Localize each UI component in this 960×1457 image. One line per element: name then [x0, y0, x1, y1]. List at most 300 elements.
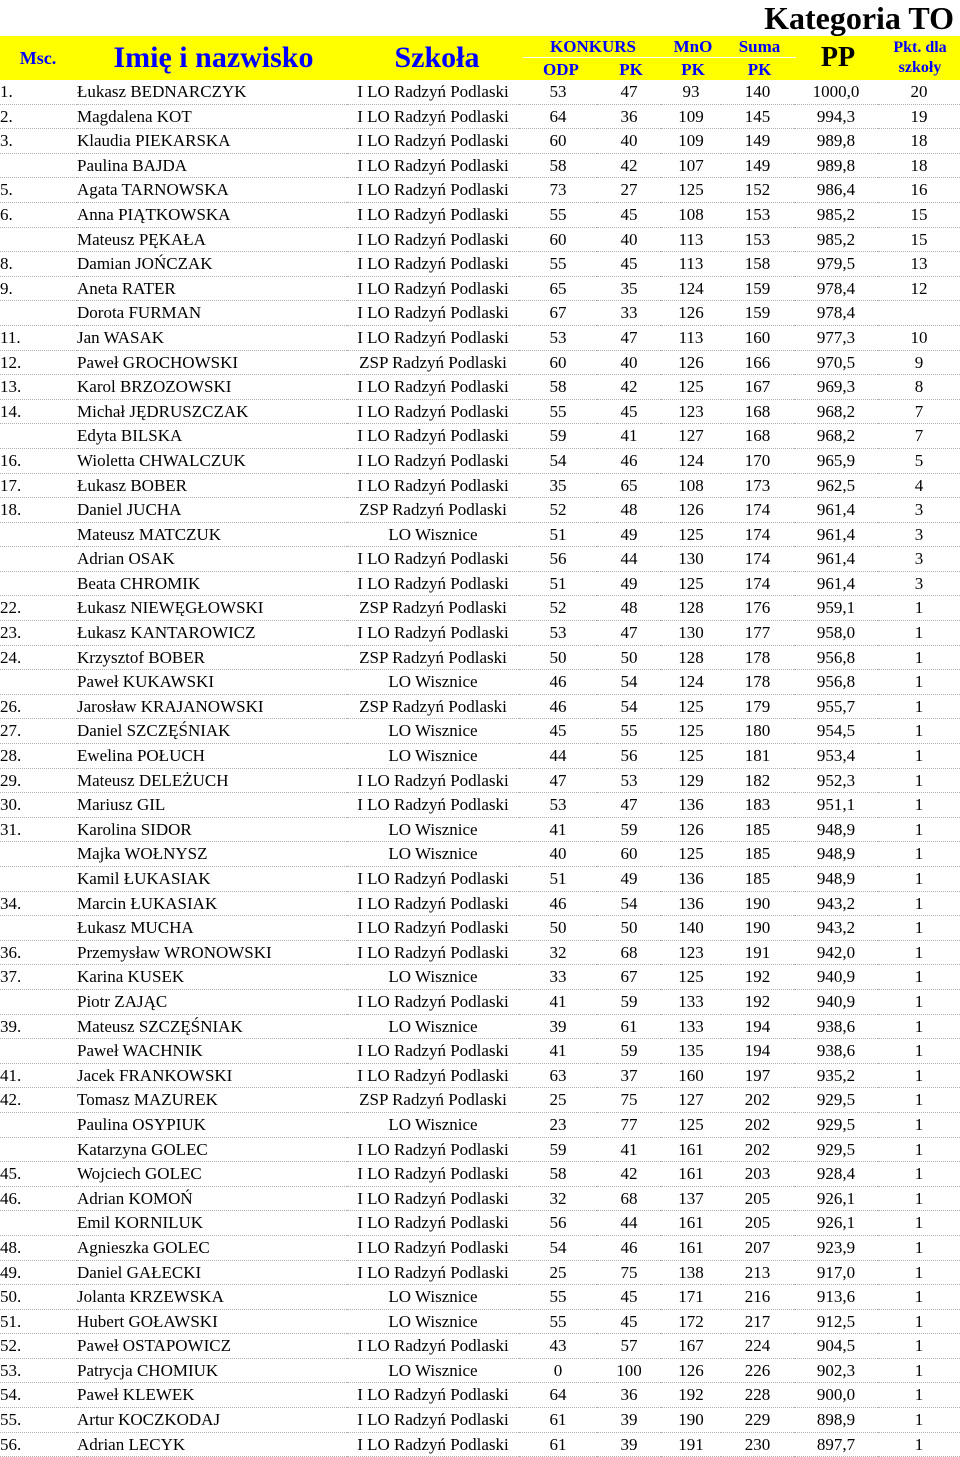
mno-cell: 113: [661, 325, 721, 350]
suma-cell: 229: [721, 1408, 794, 1433]
suma-cell: 191: [721, 940, 794, 965]
table-row: [0, 1358, 960, 1383]
pp-cell: 938,6: [794, 1014, 878, 1039]
page-title: Kategoria TO: [764, 0, 954, 36]
odp-cell: 64: [519, 104, 597, 129]
rank-cell: 55.: [0, 1408, 77, 1433]
school-cell: LO Wisznice: [347, 842, 519, 867]
suma-cell: 190: [721, 891, 794, 916]
odp-cell: 55: [519, 202, 597, 227]
pp-cell: 968,2: [794, 399, 878, 424]
odp-cell: 73: [519, 178, 597, 203]
mno-cell: 128: [661, 596, 721, 621]
rank-cell: [0, 1137, 77, 1162]
school-cell: ZSP Radzyń Podlaski: [347, 596, 519, 621]
mno-cell: 135: [661, 1039, 721, 1064]
school-points-cell: 3: [878, 498, 960, 523]
rank-cell: [0, 1039, 77, 1064]
school-points-cell: 18: [878, 153, 960, 178]
rank-cell: 51.: [0, 1309, 77, 1334]
odp-cell: 53: [519, 793, 597, 818]
suma-cell: 145: [721, 104, 794, 129]
school-cell: I LO Radzyń Podlaski: [347, 1334, 519, 1359]
rank-cell: 26.: [0, 694, 77, 719]
suma-cell: 168: [721, 424, 794, 449]
mno-cell: 126: [661, 1358, 721, 1383]
pk-cell: 54: [597, 891, 661, 916]
school-points-cell: 1: [878, 1408, 960, 1433]
suma-cell: 153: [721, 227, 794, 252]
pk-cell: 49: [597, 867, 661, 892]
pp-cell: 928,4: [794, 1162, 878, 1187]
school-points-cell: 1: [878, 1432, 960, 1457]
name-cell: Adrian KOMOŃ: [77, 1186, 347, 1211]
odp-cell: 51: [519, 867, 597, 892]
pp-cell: 962,5: [794, 473, 878, 498]
school-cell: I LO Radzyń Podlaski: [347, 621, 519, 646]
pk-cell: 59: [597, 1039, 661, 1064]
rank-cell: [0, 842, 77, 867]
school-cell: I LO Radzyń Podlaski: [347, 1211, 519, 1236]
suma-cell: 174: [721, 522, 794, 547]
mno-cell: 130: [661, 547, 721, 572]
mno-cell: 125: [661, 375, 721, 400]
school-cell: I LO Radzyń Podlaski: [347, 989, 519, 1014]
school-cell: LO Wisznice: [347, 1358, 519, 1383]
rank-cell: 13.: [0, 375, 77, 400]
school-points-cell: 12: [878, 276, 960, 301]
table-row: [0, 891, 960, 916]
name-cell: Daniel GAŁECKI: [77, 1260, 347, 1285]
name-cell: Mateusz DELEŻUCH: [77, 768, 347, 793]
pk-cell: 27: [597, 178, 661, 203]
pp-cell: 978,4: [794, 276, 878, 301]
pk-cell: 59: [597, 817, 661, 842]
table-row: [0, 768, 960, 793]
mno-cell: 124: [661, 448, 721, 473]
pp-cell: 923,9: [794, 1235, 878, 1260]
name-cell: Paweł OSTAPOWICZ: [77, 1334, 347, 1359]
odp-cell: 44: [519, 744, 597, 769]
pp-cell: 978,4: [794, 301, 878, 326]
pp-cell: 898,9: [794, 1408, 878, 1433]
suma-cell: 230: [721, 1432, 794, 1457]
name-cell: Emil KORNILUK: [77, 1211, 347, 1236]
name-cell: Jarosław KRAJANOWSKI: [77, 694, 347, 719]
name-cell: Damian JOŃCZAK: [77, 252, 347, 277]
pk-cell: 42: [597, 153, 661, 178]
pp-cell: 985,2: [794, 202, 878, 227]
odp-cell: 61: [519, 1408, 597, 1433]
name-cell: Paweł KLEWEK: [77, 1383, 347, 1408]
school-points-cell: 5: [878, 448, 960, 473]
mno-cell: 133: [661, 989, 721, 1014]
table-row: [0, 1211, 960, 1236]
mno-cell: 136: [661, 891, 721, 916]
table-row: [0, 473, 960, 498]
school-cell: I LO Radzyń Podlaski: [347, 1408, 519, 1433]
mno-cell: 136: [661, 793, 721, 818]
school-points-cell: 1: [878, 670, 960, 695]
rank-cell: 49.: [0, 1260, 77, 1285]
rank-cell: 27.: [0, 719, 77, 744]
school-cell: ZSP Radzyń Podlaski: [347, 1088, 519, 1113]
school-cell: LO Wisznice: [347, 1014, 519, 1039]
table-row: [0, 596, 960, 621]
school-points-cell: 1: [878, 891, 960, 916]
odp-cell: 25: [519, 1260, 597, 1285]
odp-cell: 58: [519, 1162, 597, 1187]
pp-cell: 948,9: [794, 842, 878, 867]
pk-cell: 33: [597, 301, 661, 326]
pp-cell: 929,5: [794, 1088, 878, 1113]
pk-cell: 39: [597, 1408, 661, 1433]
rank-cell: 36.: [0, 940, 77, 965]
pk-cell: 59: [597, 989, 661, 1014]
table-row: [0, 1137, 960, 1162]
name-cell: Przemysław WRONOWSKI: [77, 940, 347, 965]
table-row: [0, 621, 960, 646]
suma-cell: 182: [721, 768, 794, 793]
mno-cell: 191: [661, 1432, 721, 1457]
school-points-cell: [878, 301, 960, 326]
pk-cell: 54: [597, 694, 661, 719]
rank-cell: [0, 424, 77, 449]
table-row: [0, 1260, 960, 1285]
odp-cell: 64: [519, 1383, 597, 1408]
suma-cell: 177: [721, 621, 794, 646]
header-name: Imię i nazwisko: [76, 36, 351, 80]
school-points-cell: 1: [878, 1285, 960, 1310]
pk-cell: 47: [597, 621, 661, 646]
school-points-cell: 18: [878, 129, 960, 154]
header-mno: MnO: [663, 36, 723, 57]
mno-cell: 108: [661, 473, 721, 498]
pk-cell: 46: [597, 448, 661, 473]
school-points-cell: 1: [878, 867, 960, 892]
odp-cell: 23: [519, 1112, 597, 1137]
mno-cell: 124: [661, 276, 721, 301]
name-cell: Paulina OSYPIUK: [77, 1112, 347, 1137]
pk-cell: 44: [597, 547, 661, 572]
rank-cell: [0, 301, 77, 326]
odp-cell: 41: [519, 989, 597, 1014]
school-cell: I LO Radzyń Podlaski: [347, 1039, 519, 1064]
rank-cell: [0, 522, 77, 547]
pk-cell: 44: [597, 1211, 661, 1236]
odp-cell: 58: [519, 153, 597, 178]
table-row: [0, 842, 960, 867]
pp-cell: 902,3: [794, 1358, 878, 1383]
rank-cell: 56.: [0, 1432, 77, 1457]
rank-cell: [0, 989, 77, 1014]
pk-cell: 37: [597, 1063, 661, 1088]
odp-cell: 52: [519, 596, 597, 621]
mno-cell: 125: [661, 178, 721, 203]
name-cell: Anna PIĄTKOWSKA: [77, 202, 347, 227]
school-cell: ZSP Radzyń Podlaski: [347, 645, 519, 670]
table-row: [0, 1432, 960, 1457]
pp-cell: 965,9: [794, 448, 878, 473]
pk-cell: 41: [597, 424, 661, 449]
name-cell: Jan WASAK: [77, 325, 347, 350]
suma-cell: 179: [721, 694, 794, 719]
mno-cell: 167: [661, 1334, 721, 1359]
school-points-cell: 7: [878, 399, 960, 424]
mno-cell: 127: [661, 1088, 721, 1113]
rank-cell: 24.: [0, 645, 77, 670]
pk-cell: 36: [597, 1383, 661, 1408]
mno-cell: 127: [661, 424, 721, 449]
name-cell: Dorota FURMAN: [77, 301, 347, 326]
name-cell: Artur KOCZKODAJ: [77, 1408, 347, 1433]
rank-cell: 18.: [0, 498, 77, 523]
pp-cell: 929,5: [794, 1112, 878, 1137]
table-row: [0, 1285, 960, 1310]
pk-cell: 35: [597, 276, 661, 301]
odp-cell: 55: [519, 252, 597, 277]
suma-cell: 224: [721, 1334, 794, 1359]
pk-cell: 67: [597, 965, 661, 990]
suma-cell: 207: [721, 1235, 794, 1260]
school-cell: I LO Radzyń Podlaski: [347, 1383, 519, 1408]
rank-cell: 1.: [0, 80, 77, 104]
table-row: [0, 301, 960, 326]
pk-cell: 68: [597, 940, 661, 965]
pp-cell: 938,6: [794, 1039, 878, 1064]
school-cell: I LO Radzyń Podlaski: [347, 178, 519, 203]
school-points-cell: 1: [878, 1137, 960, 1162]
suma-cell: 176: [721, 596, 794, 621]
school-cell: I LO Radzyń Podlaski: [347, 448, 519, 473]
suma-cell: 202: [721, 1112, 794, 1137]
suma-cell: 174: [721, 571, 794, 596]
suma-cell: 158: [721, 252, 794, 277]
odp-cell: 67: [519, 301, 597, 326]
name-cell: Mateusz SZCZĘŚNIAK: [77, 1014, 347, 1039]
mno-cell: 129: [661, 768, 721, 793]
rank-cell: 37.: [0, 965, 77, 990]
name-cell: Łukasz MUCHA: [77, 916, 347, 941]
header-pk-mno: PK: [663, 58, 723, 80]
name-cell: Jolanta KRZEWSKA: [77, 1285, 347, 1310]
table-row: [0, 325, 960, 350]
pk-cell: 75: [597, 1260, 661, 1285]
pk-cell: 55: [597, 719, 661, 744]
rank-cell: 9.: [0, 276, 77, 301]
pk-cell: 49: [597, 522, 661, 547]
rank-cell: [0, 1112, 77, 1137]
odp-cell: 43: [519, 1334, 597, 1359]
pp-cell: 959,1: [794, 596, 878, 621]
pk-cell: 50: [597, 916, 661, 941]
mno-cell: 125: [661, 842, 721, 867]
odp-cell: 45: [519, 719, 597, 744]
odp-cell: 51: [519, 522, 597, 547]
mno-cell: 108: [661, 202, 721, 227]
table-row: [0, 448, 960, 473]
name-cell: Edyta BILSKA: [77, 424, 347, 449]
name-cell: Karolina SIDOR: [77, 817, 347, 842]
mno-cell: 123: [661, 940, 721, 965]
mno-cell: 161: [661, 1137, 721, 1162]
school-points-cell: 1: [878, 1235, 960, 1260]
header-odp: ODP: [523, 58, 599, 80]
mno-cell: 113: [661, 252, 721, 277]
school-points-cell: 1: [878, 1063, 960, 1088]
table-row: [0, 153, 960, 178]
name-cell: Kamil ŁUKASIAK: [77, 867, 347, 892]
pp-cell: 943,2: [794, 891, 878, 916]
school-points-cell: 1: [878, 744, 960, 769]
school-cell: LO Wisznice: [347, 1112, 519, 1137]
school-points-cell: 1: [878, 965, 960, 990]
school-cell: LO Wisznice: [347, 1309, 519, 1334]
suma-cell: 205: [721, 1211, 794, 1236]
school-cell: I LO Radzyń Podlaski: [347, 276, 519, 301]
school-points-cell: 1: [878, 916, 960, 941]
mno-cell: 171: [661, 1285, 721, 1310]
name-cell: Klaudia PIEKARSKA: [77, 129, 347, 154]
odp-cell: 33: [519, 965, 597, 990]
table-row: [0, 252, 960, 277]
mno-cell: 107: [661, 153, 721, 178]
suma-cell: 202: [721, 1137, 794, 1162]
odp-cell: 50: [519, 645, 597, 670]
pp-cell: 904,5: [794, 1334, 878, 1359]
school-points-cell: 1: [878, 1383, 960, 1408]
odp-cell: 32: [519, 1186, 597, 1211]
odp-cell: 35: [519, 473, 597, 498]
odp-cell: 56: [519, 1211, 597, 1236]
odp-cell: 60: [519, 227, 597, 252]
pk-cell: 56: [597, 744, 661, 769]
rank-cell: 2.: [0, 104, 77, 129]
header-school: Szkoła: [351, 36, 523, 80]
mno-cell: 130: [661, 621, 721, 646]
pp-cell: 979,5: [794, 252, 878, 277]
pk-cell: 40: [597, 350, 661, 375]
mno-cell: 125: [661, 694, 721, 719]
pk-cell: 100: [597, 1358, 661, 1383]
table-row: [0, 1162, 960, 1187]
pp-cell: 969,3: [794, 375, 878, 400]
school-points-cell: 1: [878, 793, 960, 818]
school-points-cell: 7: [878, 424, 960, 449]
school-points-cell: 9: [878, 350, 960, 375]
name-cell: Łukasz NIEWĘGŁOWSKI: [77, 596, 347, 621]
mno-cell: 113: [661, 227, 721, 252]
suma-cell: 190: [721, 916, 794, 941]
odp-cell: 50: [519, 916, 597, 941]
table-row: [0, 793, 960, 818]
school-cell: I LO Radzyń Podlaski: [347, 1260, 519, 1285]
suma-cell: 228: [721, 1383, 794, 1408]
rank-cell: [0, 227, 77, 252]
school-cell: I LO Radzyń Podlaski: [347, 1186, 519, 1211]
suma-cell: 197: [721, 1063, 794, 1088]
table-row: [0, 1014, 960, 1039]
table-row: [0, 1309, 960, 1334]
school-points-cell: 1: [878, 719, 960, 744]
school-points-cell: 1: [878, 621, 960, 646]
mno-cell: 125: [661, 965, 721, 990]
pp-cell: 913,6: [794, 1285, 878, 1310]
suma-cell: 185: [721, 867, 794, 892]
header-pkt: [880, 36, 960, 80]
name-cell: Mateusz PĘKAŁA: [77, 227, 347, 252]
pp-cell: 958,0: [794, 621, 878, 646]
odp-cell: 41: [519, 817, 597, 842]
name-cell: Adrian LECYK: [77, 1432, 347, 1457]
rank-cell: 50.: [0, 1285, 77, 1310]
pp-cell: 940,9: [794, 989, 878, 1014]
school-points-cell: 1: [878, 1162, 960, 1187]
pp-cell: 989,8: [794, 129, 878, 154]
rank-cell: [0, 670, 77, 695]
school-points-cell: 13: [878, 252, 960, 277]
name-cell: Mateusz MATCZUK: [77, 522, 347, 547]
table-row: [0, 744, 960, 769]
rank-cell: [0, 1211, 77, 1236]
suma-cell: 181: [721, 744, 794, 769]
rank-cell: [0, 571, 77, 596]
school-points-cell: 3: [878, 547, 960, 572]
pp-cell: 954,5: [794, 719, 878, 744]
suma-cell: 194: [721, 1014, 794, 1039]
table-row: [0, 350, 960, 375]
pp-cell: 961,4: [794, 522, 878, 547]
mno-cell: 125: [661, 571, 721, 596]
pp-cell: 961,4: [794, 571, 878, 596]
name-cell: Majka WOŁNYSZ: [77, 842, 347, 867]
pp-cell: 900,0: [794, 1383, 878, 1408]
rank-cell: 5.: [0, 178, 77, 203]
odp-cell: 46: [519, 891, 597, 916]
school-points-cell: 1: [878, 1186, 960, 1211]
pp-cell: 956,8: [794, 645, 878, 670]
suma-cell: 168: [721, 399, 794, 424]
table-row: [0, 817, 960, 842]
rank-cell: 46.: [0, 1186, 77, 1211]
school-cell: I LO Radzyń Podlaski: [347, 80, 519, 104]
mno-cell: 190: [661, 1408, 721, 1433]
school-points-cell: 3: [878, 571, 960, 596]
header-pkt-line2: szkoły: [898, 59, 942, 76]
school-points-cell: 1: [878, 989, 960, 1014]
odp-cell: 51: [519, 571, 597, 596]
table-row: [0, 1112, 960, 1137]
pk-cell: 57: [597, 1334, 661, 1359]
pp-cell: 926,1: [794, 1186, 878, 1211]
school-cell: LO Wisznice: [347, 817, 519, 842]
school-cell: ZSP Radzyń Podlaski: [347, 498, 519, 523]
pp-cell: 951,1: [794, 793, 878, 818]
mno-cell: 125: [661, 744, 721, 769]
suma-cell: 178: [721, 645, 794, 670]
school-points-cell: 10: [878, 325, 960, 350]
pp-cell: 961,4: [794, 498, 878, 523]
school-cell: I LO Radzyń Podlaski: [347, 227, 519, 252]
pk-cell: 45: [597, 1285, 661, 1310]
mno-cell: 109: [661, 129, 721, 154]
pp-cell: 961,4: [794, 547, 878, 572]
odp-cell: 46: [519, 670, 597, 695]
pk-cell: 77: [597, 1112, 661, 1137]
mno-cell: 133: [661, 1014, 721, 1039]
name-cell: Ewelina POŁUCH: [77, 744, 347, 769]
school-cell: I LO Radzyń Podlaski: [347, 940, 519, 965]
